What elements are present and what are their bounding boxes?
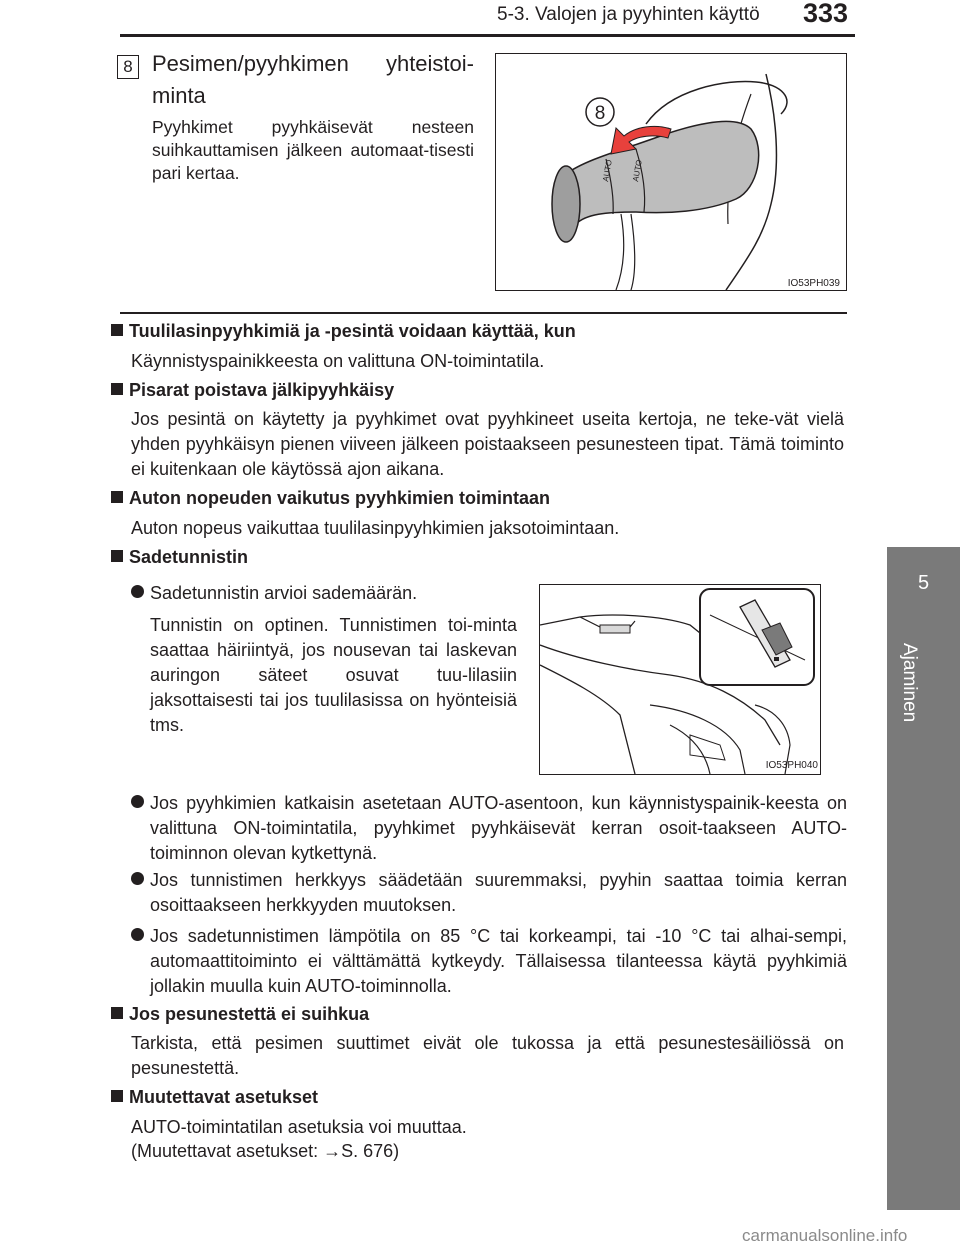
bullet-auto-position: Jos pyyhkimien katkaisin asetetaan AUTO-asentoon, kun käynnistyspainik-keesta on valittuna ON-toimintatila, pyyhkimet pyyhkäisevät kerran osoit-taakseen AUTO-toiminnon olevan kytkettynä. [150, 793, 847, 863]
stalk-label-auto-2: AUTO [631, 159, 644, 183]
heading-wipers-usable [111, 321, 576, 342]
item-title: Pesimen/pyyhkimen yhteistoi-minta [152, 51, 474, 108]
body-no-washer-fluid: Tarkista, että pesimen suuttimet eivät ole tukossa ja että pesunestesäiliössä on pesunestettä. [131, 1033, 844, 1078]
heading-no-washer-fluid [111, 1004, 369, 1025]
header-divider [120, 34, 855, 37]
section-title: 5-3. Valojen ja pyyhinten käyttö [497, 4, 760, 25]
figure-callout-8: 8 [594, 103, 606, 124]
heading-square-icon [111, 1007, 123, 1019]
chapter-number: 5 [917, 572, 930, 594]
bullet-dot-icon [131, 585, 144, 598]
section-divider [120, 312, 847, 314]
body-customizable-line2: (Muutettavat asetukset: →S. 676) [131, 1141, 400, 1161]
bullet-sensitivity: Jos tunnistimen herkkyys säädetään suuremmaksi, pyyhin saattaa toimia kerran osoittaakseen herkkyyden muutoksen. [150, 870, 847, 915]
watermark: carmanualsonline.info [742, 1226, 908, 1245]
heading-square-icon [111, 383, 123, 395]
rain-sensor-illustration [540, 585, 820, 774]
body-speed-effect: Auton nopeus vaikuttaa tuulilasinpyyhkimien jaksotoimintaan. [131, 518, 620, 538]
figure-code: IO53PH040 [765, 760, 818, 771]
bullet-sensor-optical: Tunnistin on optinen. Tunnistimen toi-minta saattaa häiriintyä, jos nousevan tai laskevan auringon säteet osuvat tuu-lilasiin jaksottaisesti tai jos tuulilasissa on hyönteisiä tms. [150, 615, 517, 735]
bullet-dot [131, 585, 144, 603]
chapter-label: Ajaminen [899, 643, 920, 723]
body-wipers-usable: Käynnistyspainikkeesta on valittuna ON-toimintatila. [131, 351, 545, 371]
bullet-dot-icon [131, 928, 144, 941]
bullet-dot-icon [131, 872, 144, 885]
wiper-stalk-illustration [496, 54, 846, 290]
bullet-sensor-estimates: Sadetunnistin arvioi sademäärän. [150, 583, 418, 603]
bullet-dot [131, 872, 144, 890]
page-number: 333 [803, 0, 849, 28]
heading-text: Tuulilasinpyyhkimiä ja -pesintä voidaan käyttää, kun [129, 321, 576, 341]
heading-text: Jos pesunestettä ei suihkua [129, 1004, 370, 1024]
body-drip-wipe: Jos pesintä on käytetty ja pyyhkimet ovat pyyhkineet useita kertoja, ne teke-vät vielä yhden pyyhkäisyn pienen viiveen jälkeen poistaakseen pesunesteen tipat. Tämä toiminto ei kuitenkaan ole käytössä ajon aikana. [131, 409, 844, 479]
heading-speed-effect [111, 488, 550, 509]
heading-text: Pisarat poistava jälkipyyhkäisy [129, 380, 395, 400]
heading-customizable-settings [111, 1087, 318, 1108]
stalk-label-auto-1: AUTO [601, 159, 614, 183]
heading-square-icon [111, 550, 123, 562]
body-customizable-line1: AUTO-toimintatilan asetuksia voi muuttaa. [131, 1117, 467, 1137]
heading-square-icon [111, 1090, 123, 1102]
bullet-dot [131, 928, 144, 946]
heading-square-icon [111, 324, 123, 336]
heading-text: Sadetunnistin [129, 547, 249, 567]
heading-square-icon [111, 491, 123, 503]
item-description: Pyyhkimet pyyhkäisevät nesteen suihkauttamisen jälkeen automaat-tisesti pari kertaa. [152, 117, 474, 183]
heading-rain-sensor [111, 547, 248, 568]
heading-drip-wipe [111, 380, 394, 401]
heading-text: Muutettavat asetukset [129, 1087, 319, 1107]
bullet-dot-icon [131, 795, 144, 808]
bullet-temperature: Jos sadetunnistimen lämpötila on 85 °C tai korkeampi, tai -10 °C tai alhai-sempi, automaattitoiminto ei välttämättä kytkeydy. Tällaisessa tilanteessa käytä pyyhkimiä jollakin muulla kuin AUTO-toiminnolla. [150, 926, 847, 996]
heading-text: Auton nopeuden vaikutus pyyhkimien toimintaan [129, 488, 551, 508]
bullet-dot [131, 795, 144, 813]
wiper-stalk-figure [495, 53, 847, 291]
rain-sensor-figure [539, 584, 821, 775]
item-number-badge: 8 [117, 55, 139, 79]
figure-code: IO53PH039 [787, 278, 840, 289]
